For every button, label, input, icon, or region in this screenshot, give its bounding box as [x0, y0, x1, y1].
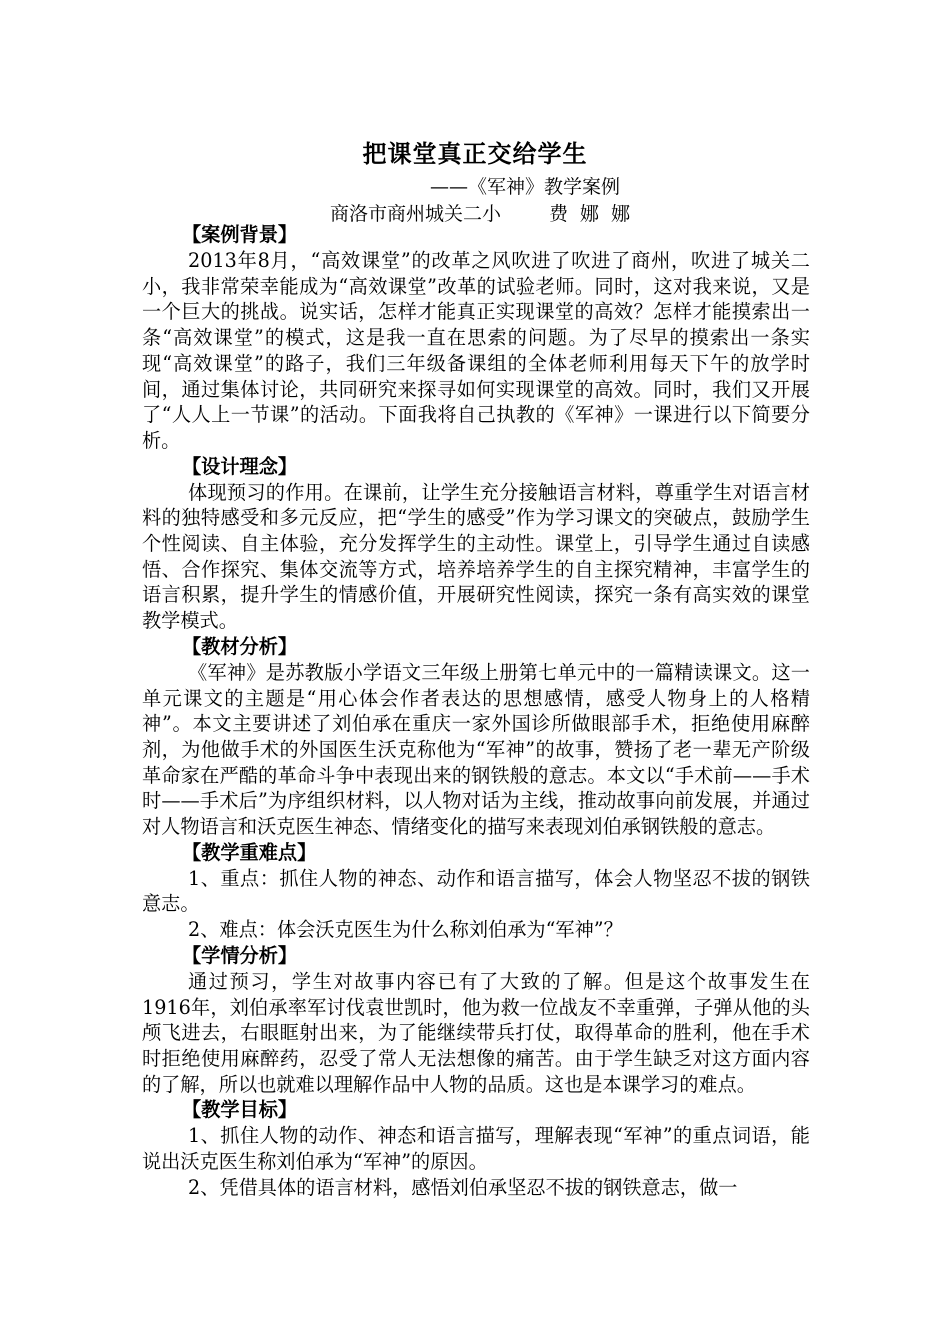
page-title: 把课堂真正交给学生 [362, 140, 588, 168]
section-heading-textbook-analysis: 【教材分析】 [182, 634, 298, 658]
paragraph: 2013年8月，“高效课堂”的改革之风吹进了吹进了商州，吹进了城关二小，我非常荣幸能成为“高效课堂”改革的试验老师。同时，这对我来说，又是一个巨大的挑战。说实话，怎样才能真正实现课堂的高效？怎样才能摸索出一条“高效课堂”的模式，这是我一直在思索的问题。为了尽早的摸索出一条实现“高效课堂”的路子，我们三年级备课组的全体老师利用每天下午的放学时间，通过集体讨论，共同研究来探寻如何实现课堂的高效。同时，我们又开展了“人人上一节课”的活动。下面我将自己执教的《军神》一课进行以下简要分析。 [142, 249, 810, 452]
paragraph: 通过预习，学生对故事内容已有了大致的了解。但是这个故事发生在1916年，刘伯承率军讨伐袁世凯时，他为救一位战友不幸重弹，子弹从他的头颅飞进去，右眼眶射出来，为了能继续带兵打仗，取得革命的胜利，他在手术时拒绝使用麻醉药，忍受了常人无法想像的痛苦。由于学生缺乏对这方面内容的了解，所以也就难以理解作品中人物的品质。这也是本课学习的难点。 [142, 969, 810, 1096]
section-heading-background: 【案例背景】 [182, 223, 298, 246]
paragraph: 体现预习的作用。在课前，让学生充分接触语言材料，尊重学生对语言材料的独特感受和多元反应，把“学生的感受”作为学习课文的突破点，鼓励学生个性阅读、自主体验，充分发挥学生的主动性。课堂上，引导学生通过自读感悟、合作探究、集体交流等方式，培养培养学生的自主探究精神，丰富学生的语言积累，提升学生的情感价值，开展研究性阅读，探究一条有高实效的课堂教学模式。 [142, 480, 810, 633]
section-heading-student-analysis: 【学情分析】 [182, 943, 298, 967]
author-name: 费 娜 娜 [549, 203, 634, 225]
page-subtitle: ——《军神》教学案例 [430, 176, 621, 198]
section-heading-design-concept: 【设计理念】 [182, 454, 298, 478]
paragraph: 2、难点：体会沃克医生为什么称刘伯承为“军神”？ [188, 918, 623, 942]
paragraph: 1、抓住人物的动作、神态和语言描写，理解表现“军神”的重点词语，能说出沃克医生称刘伯承为“军神”的原因。 [142, 1124, 810, 1174]
author-school: 商洛市商州城关二小 [330, 203, 502, 225]
paragraph: 1、重点：抓住人物的神态、动作和语言描写，体会人物坚忍不拔的钢铁意志。 [142, 866, 810, 916]
paragraph: 《军神》是苏教版小学语文三年级上册第七单元中的一篇精读课文。这一单元课文的主题是“用心体会作者表达的思想感情，感受人物身上的人格精神”。本文主要讲述了刘伯承在重庆一家外国诊所做眼部手术，拒绝使用麻醉剂，为他做手术的外国医生沃克称他为“军神”的故事，赞扬了老一辈无产阶级革命家在严酷的革命斗争中表现出来的钢铁般的意志。本文以“手术前——手术时——手术后”为序组织材料，以人物对话为主线，推动故事向前发展，并通过对人物语言和沃克医生神态、情绪变化的描写来表现刘伯承钢铁般的意志。 [142, 660, 810, 839]
paragraph: 2、凭借具体的语言材料，感悟刘伯承坚忍不拔的钢铁意志，做一 [188, 1175, 738, 1199]
section-heading-teaching-goals: 【教学目标】 [182, 1098, 298, 1122]
document-body [142, 222, 810, 1201]
section-heading-key-points: 【教学重难点】 [182, 840, 317, 864]
